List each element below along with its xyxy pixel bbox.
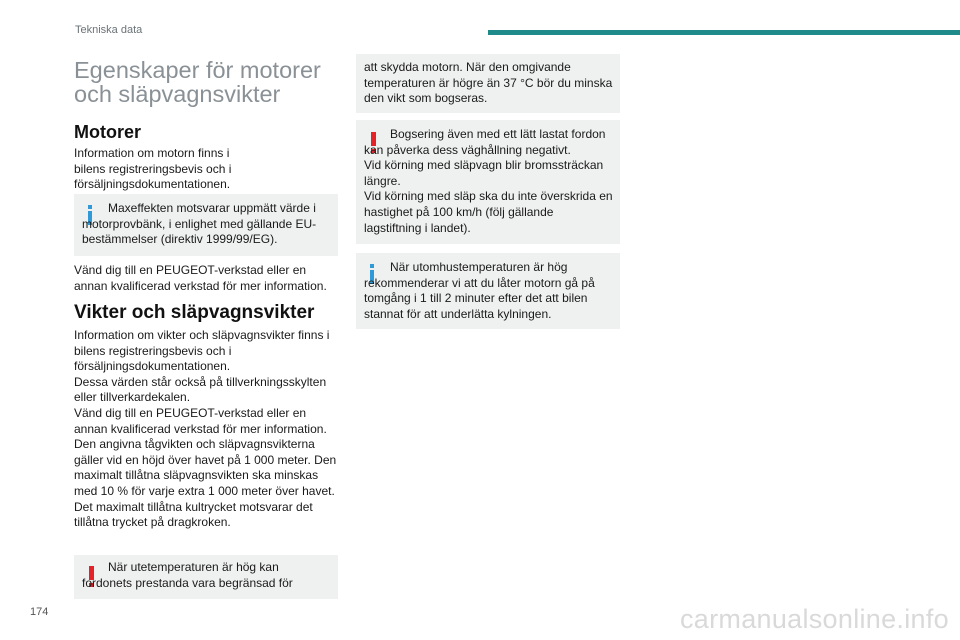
warning-towing-text: Bogsering även med ett lätt lastat fordon kan påverka dess väghållning negativt. Vid körning med släpvagn blir bromssträckan längre. Vid körning med släp ska du inte överskrida en hastighet på 100 km/h (följ gällande lagstiftning i landet). xyxy=(364,127,613,235)
section-heading-weights: Vikter och släpvagnsvikter xyxy=(74,302,315,323)
running-header: Tekniska data xyxy=(75,24,143,36)
page-title: Egenskaper för motorer och släpvagnsvikter xyxy=(74,57,321,107)
info-note-engines xyxy=(74,194,338,256)
weights-body: Information om vikter och släpvagnsvikter finns i bilens registreringsbevis och i försäljningsdokumentationen. Dessa värden står också på tillverkningsskylten eller tillverkardekalen. Vänd dig till en PEUGEOT-verkstad eller en annan kvalificerad verkstad för mer information. Den angivna tågvikten och släpvagnsvikterna gäller vid en höjd över havet på 1 000 meter. Den maximalt tillåtna släpvagnsvikten ska minskas med 10 % för varje extra 1 000 meter över havet. Det maximalt tillåtna kultrycket motsvarar det tillåtna trycket på dragkroken. xyxy=(74,328,337,530)
warning-note-text: När utetemperaturen är hög kan fordonets prestanda vara begränsad för xyxy=(82,560,293,590)
engines-contact: Vänd dig till en PEUGEOT-verkstad eller en annan kvalificerad verkstad för mer information. xyxy=(74,263,327,293)
warning-note-continued xyxy=(356,54,620,113)
warning-note-towing xyxy=(356,120,620,244)
watermark: carmanualsonline.info xyxy=(680,604,949,634)
warning-note-temperature xyxy=(74,555,338,599)
warning-continued-text: att skydda motorn. När den omgivande temperaturen är högre än 37 °C bör du minska den vikt som bogseras. xyxy=(364,60,613,106)
info-cooling-text: När utomhustemperaturen är hög rekommenderar vi att du låter motorn gå på tomgång i 1 till 2 minuter efter det att bilen stannat för att underlätta kylningen. xyxy=(364,260,595,321)
page-number: 174 xyxy=(30,606,49,618)
section-heading-engines: Motorer xyxy=(74,122,141,142)
info-note-text: Maxeffekten motsvarar uppmätt värde i motorprovbänk, i enlighet med gällande EU-bestämmelser (direktiv 1999/99/EG). xyxy=(82,201,317,247)
info-note-cooling xyxy=(356,253,620,329)
header-accent-bar xyxy=(488,30,960,35)
engines-intro: Information om motorn finns i bilens registreringsbevis och i försäljningsdokumentationen. xyxy=(74,146,232,192)
